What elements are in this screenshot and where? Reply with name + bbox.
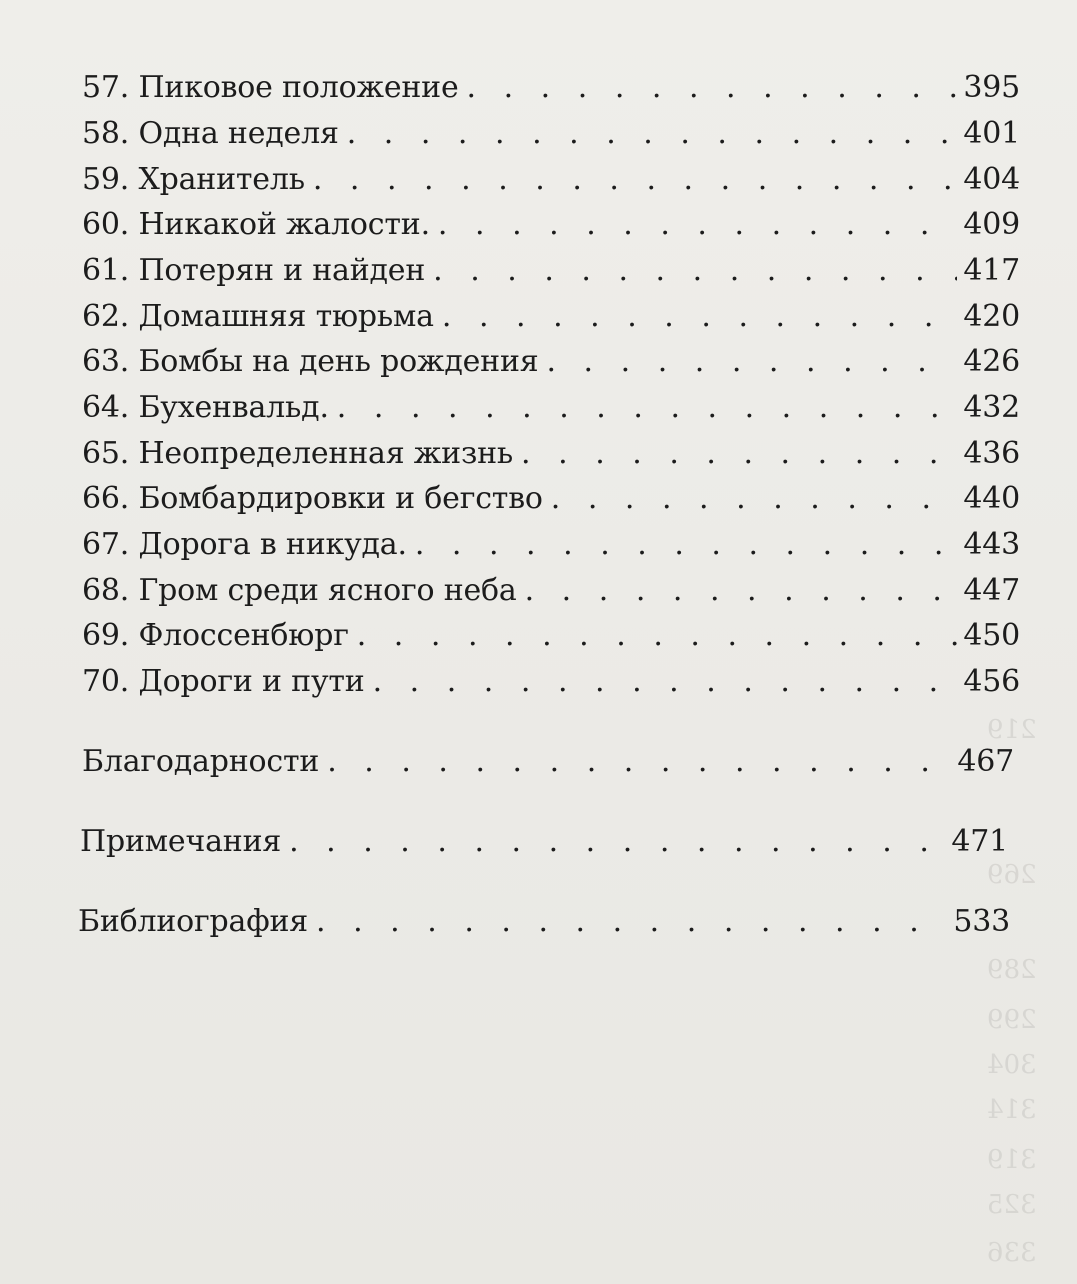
bleed-through-text: 336 bbox=[987, 1238, 1037, 1268]
toc-entry-page: 471 bbox=[951, 824, 1008, 859]
toc-back-matter-entry bbox=[80, 824, 1008, 859]
toc-entry bbox=[82, 207, 1020, 242]
leader-dots bbox=[347, 116, 958, 151]
leader-dots bbox=[415, 527, 958, 562]
toc-entry-page: 443 bbox=[963, 527, 1020, 562]
bleed-through-text: 325 bbox=[987, 1190, 1037, 1220]
bleed-through-text: 304 bbox=[987, 1050, 1037, 1080]
toc-entry-page: 447 bbox=[963, 573, 1020, 608]
toc-entry-title: 68. Гром среди ясного неба bbox=[82, 573, 517, 608]
toc-entry-title: 61. Потерян и найден bbox=[82, 253, 426, 288]
toc-entry bbox=[82, 253, 1020, 288]
toc-entry bbox=[82, 481, 1020, 516]
toc-entry bbox=[82, 664, 1020, 699]
toc-entry-title: 60. Никакой жалости. bbox=[82, 207, 430, 242]
leader-dots bbox=[442, 299, 957, 334]
toc-entry-page: 401 bbox=[963, 116, 1020, 151]
toc-entry bbox=[82, 390, 1020, 425]
toc-entry-title: Библиография bbox=[78, 904, 309, 939]
toc-entry bbox=[82, 618, 1020, 653]
toc-entry-page: 417 bbox=[963, 253, 1020, 288]
leader-dots bbox=[316, 904, 947, 939]
leader-dots bbox=[289, 824, 945, 859]
toc-entry-page: 533 bbox=[953, 904, 1010, 939]
toc-entry-title: 58. Одна неделя bbox=[82, 116, 339, 151]
toc-entry bbox=[82, 116, 1020, 151]
toc-entry-title: 62. Домашняя тюрьма bbox=[82, 299, 434, 334]
leader-dots bbox=[357, 618, 958, 653]
bleed-through-text: 314 bbox=[987, 1095, 1037, 1125]
leader-dots bbox=[337, 390, 958, 425]
leader-dots bbox=[546, 344, 957, 379]
toc-entry bbox=[82, 573, 1020, 608]
toc-entry-page: 467 bbox=[957, 744, 1014, 779]
leader-dots bbox=[521, 436, 957, 471]
bleed-through-text: 219 bbox=[987, 715, 1037, 745]
leader-dots bbox=[327, 744, 951, 779]
toc-entry-page: 450 bbox=[963, 618, 1020, 653]
bleed-through-text: 269 bbox=[987, 860, 1037, 890]
leader-dots bbox=[467, 70, 958, 105]
toc-entry-title: Примечания bbox=[80, 824, 282, 859]
leader-dots bbox=[551, 481, 958, 516]
toc-entry-title: Благодарности bbox=[82, 744, 320, 779]
toc-entry-title: 65. Неопределенная жизнь bbox=[82, 436, 514, 471]
toc-back-matter-entry bbox=[78, 904, 1010, 939]
toc-entry-page: 395 bbox=[963, 70, 1020, 105]
toc-entry-page: 420 bbox=[963, 299, 1020, 334]
toc-back-matter-entry bbox=[82, 744, 1014, 779]
leader-dots bbox=[438, 207, 957, 242]
toc-entry-page: 456 bbox=[963, 664, 1020, 699]
toc-entry bbox=[82, 344, 1020, 379]
bleed-through-text: 289 bbox=[987, 955, 1037, 985]
toc-entry-page: 409 bbox=[963, 207, 1020, 242]
toc-entry bbox=[82, 436, 1020, 471]
toc-entry-page: 426 bbox=[963, 344, 1020, 379]
toc-entry-title: 64. Бухенвальд. bbox=[82, 390, 329, 425]
toc-entry-title: 59. Хранитель bbox=[82, 162, 305, 197]
leader-dots bbox=[313, 162, 958, 197]
leader-dots bbox=[373, 664, 958, 699]
bleed-through-text: 319 bbox=[987, 1145, 1037, 1175]
toc-entry-title: 57. Пиковое положение bbox=[82, 70, 459, 105]
toc-entry-title: 67. Дорога в никуда. bbox=[82, 527, 407, 562]
toc-entry-title: 69. Флоссенбюрг bbox=[82, 618, 349, 653]
toc-entry bbox=[82, 527, 1020, 562]
toc-entry-page: 404 bbox=[963, 162, 1020, 197]
toc-entry bbox=[82, 162, 1020, 197]
toc-entry bbox=[82, 70, 1020, 105]
toc-entry-title: 63. Бомбы на день рождения bbox=[82, 344, 539, 379]
toc-entry-page: 432 bbox=[963, 390, 1020, 425]
leader-dots bbox=[525, 573, 958, 608]
bleed-through-text: 299 bbox=[987, 1005, 1037, 1035]
toc-entry-title: 66. Бомбардировки и бегство bbox=[82, 481, 543, 516]
toc-entry-page: 436 bbox=[963, 436, 1020, 471]
toc-entry-title: 70. Дороги и пути bbox=[82, 664, 365, 699]
toc-entry bbox=[82, 299, 1020, 334]
leader-dots bbox=[433, 253, 957, 288]
toc-entry-page: 440 bbox=[963, 481, 1020, 516]
